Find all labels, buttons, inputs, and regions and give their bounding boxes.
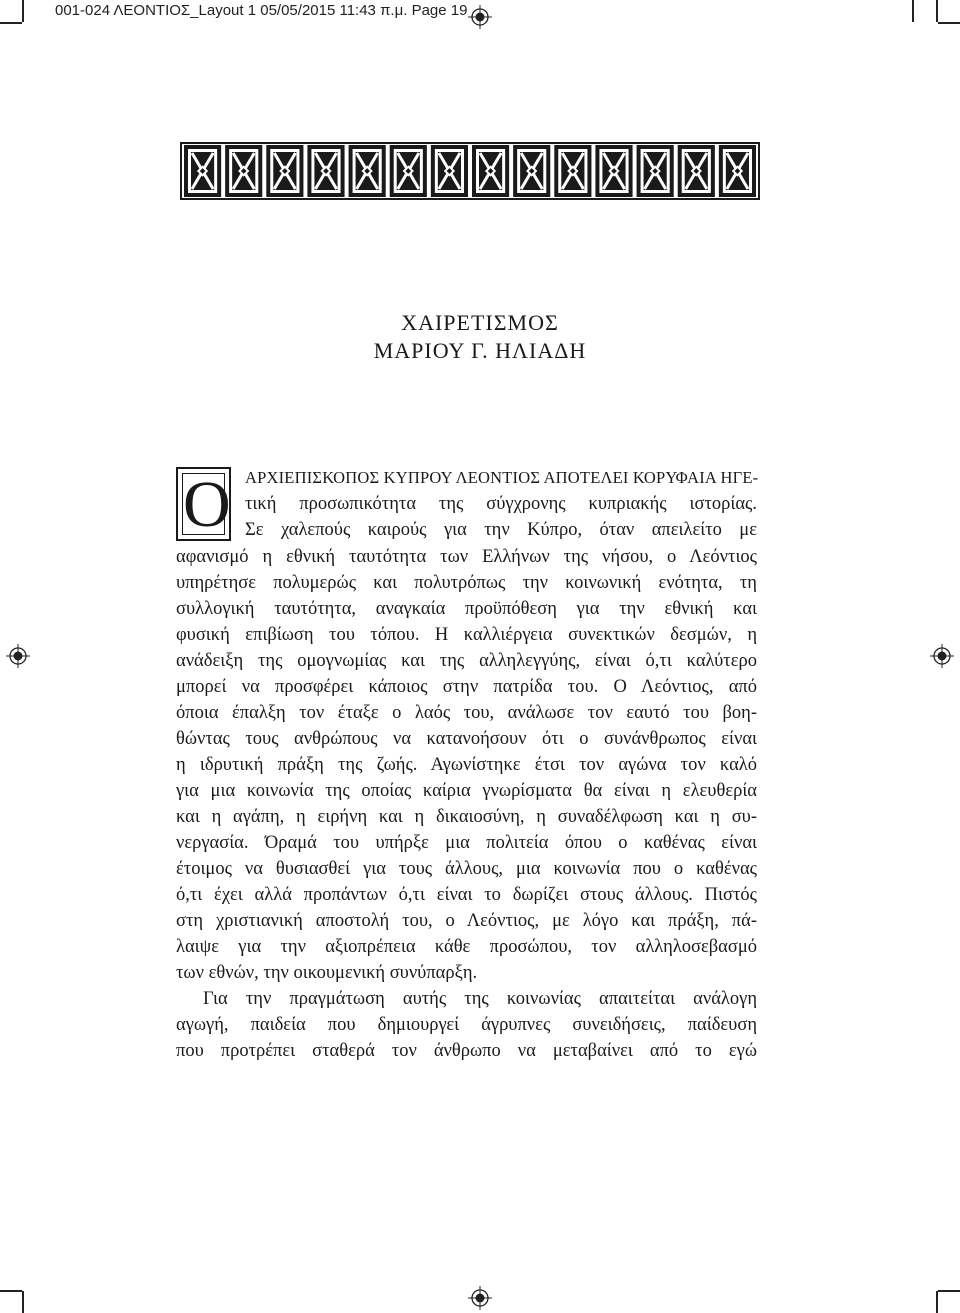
ornament-tile xyxy=(554,145,591,197)
ornament-tile xyxy=(390,145,427,197)
ornament-tile xyxy=(184,145,221,197)
drop-cap-letter: Ο xyxy=(183,468,231,541)
text-line: λαιψε για την αξιοπρέπεια κάθε προσώπου, τον αλληλοσεβασμό xyxy=(176,937,757,957)
ornament-tile xyxy=(349,145,386,197)
text-line: που προτρέπει σταθερά τον άνθρωπο να μεταβαίνει από το εγώ xyxy=(176,1041,757,1061)
text-line: ανάδειξη της ομογνωμίας και της αλληλεγγύης, είναι ό,τι καλύτερο xyxy=(176,651,757,671)
text-line: υπηρέτησε πολυμερώς και πολυτρόπως την κοινωνική ενότητα, τη xyxy=(176,573,757,593)
registration-mark-bottom-icon xyxy=(468,1286,492,1310)
text-line: έτοιμος να θυσιασθεί για τους άλλους, μια κοινωνία που ο καθένας xyxy=(176,859,757,879)
text-line: θώντας τους ανθρώπους να κατανοήσουν ότι ο συνάνθρωπος είναι xyxy=(176,729,757,749)
page-title: ΧΑΙΡΕΤΙΣΜΟΣ xyxy=(401,310,559,335)
registration-mark-right-icon xyxy=(930,644,954,668)
text-line: ό,τι έχει αλλά προπάντων ό,τι είναι το δωρίζει στους άλλους. Πιστός xyxy=(176,885,757,905)
text-line: Για την πραγμάτωση αυτής της κοινωνίας απαιτείται ανάλογη xyxy=(203,989,757,1009)
text-line: η ιδρυτική πράξη της ζωής. Αγωνίστηκε έτσι τον αγώνα τον καλό xyxy=(176,755,757,775)
ornament-tile xyxy=(595,145,632,197)
text-line: συλλογική ταυτότητα, αναγκαία προϋπόθεση για την εθνική και xyxy=(176,599,757,619)
text-line: στη χριστιανική αποστολή του, ο Λεόντιος, με λόγο και πράξη, πά- xyxy=(176,911,757,931)
print-slug: 001-024 ΛΕΟΝΤΙΟΣ_Layout 1 05/05/2015 11:43 π.μ. Page 19 xyxy=(55,2,468,19)
text-line: Σε χαλεπούς καιρούς για την Κύπρο, όταν απειλείτο με xyxy=(245,520,757,540)
ornament-tile xyxy=(472,145,509,197)
text-line: για μια κοινωνία της οποίας καίρια γνωρίσματα θα είναι η ελευθερία xyxy=(176,781,757,801)
text-line: μπορεί να προσφέρει κάποιος στην πατρίδα του. Ο Λεόντιος, από xyxy=(176,677,757,697)
text-line: νεργασία. Όραμά του υπήρξε μια πολιτεία όπου ο καθένας είναι xyxy=(176,833,757,853)
registration-mark-left-icon xyxy=(6,644,30,668)
ornament-tile xyxy=(307,145,344,197)
ornament-tile xyxy=(266,145,303,197)
text-line: ΑΡΧΙΕΠΙΣΚΟΠΟΣ ΚΥΠΡΟΥ ΛΕΟΝΤΙΟΣ ΑΠΟΤΕΛΕΙ ΚΟΡΥΦΑΙΑ ΗΓΕ- xyxy=(245,468,759,487)
text-line: φυσική επιβίωση του τόπου. Η καλλιέργεια συνεκτικών δεσμών, η xyxy=(176,625,757,645)
drop-cap xyxy=(176,467,231,541)
text-line: και η αγάπη, η ειρήνη και η δικαιοσύνη, η συναδέλφωση και η συ- xyxy=(176,807,757,827)
text-line: αφανισμό η εθνική ταυτότητα των Ελλήνων της νήσου, ο Λεόντιος xyxy=(176,547,757,567)
registration-mark-top-icon xyxy=(468,5,492,29)
ornament-tile xyxy=(513,145,550,197)
ornament-tile xyxy=(678,145,715,197)
text-line: τική προσωπικότητα της σύγχρονης κυπριακής ιστορίας. xyxy=(245,494,757,514)
ornament-tile xyxy=(225,145,262,197)
ornament-tile xyxy=(431,145,468,197)
text-line: αγωγή, παιδεία που δημιουργεί άγρυπνες συνειδήσεις, παίδευση xyxy=(176,1015,757,1035)
text-line: όποια έπαλξη τον έταξε ο λαός του, ανάλωσε τον εαυτό του βοη- xyxy=(176,703,757,723)
text-line: των εθνών, την οικουμενική συνύπαρξη. xyxy=(176,963,478,983)
ornament-tile xyxy=(719,145,756,197)
ornament-tile xyxy=(637,145,674,197)
page-subtitle: ΜΑΡΙΟΥ Γ. ΗΛΙΑΔΗ xyxy=(373,338,587,363)
decorative-ornament-band xyxy=(180,142,760,200)
